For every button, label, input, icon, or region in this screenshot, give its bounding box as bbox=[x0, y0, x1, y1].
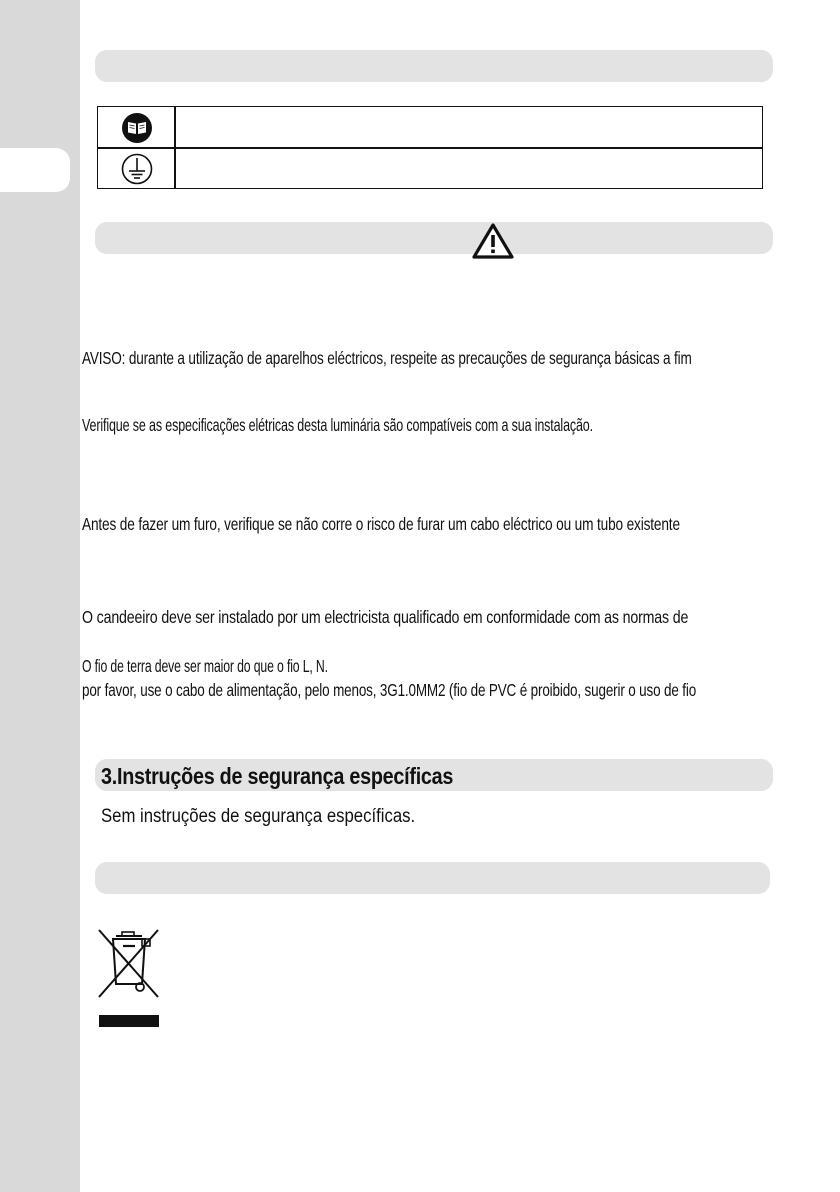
crossed-out-wheelie-bin-icon bbox=[96, 922, 162, 1030]
page-edge-strip bbox=[0, 0, 80, 1192]
section-2-header-bar bbox=[95, 222, 773, 254]
table-row-divider bbox=[98, 147, 762, 149]
earth-wire-paragraph: O fio de terra deve ser maior do que o fio L, N. bbox=[82, 656, 328, 676]
section-3-title: 3.Instruções de segurança específicas bbox=[101, 763, 454, 789]
warning-paragraph: AVISO: durante a utilização de aparelhos eléctricos, respeite as precauções de segurança básicas a fim bbox=[82, 348, 692, 368]
table-row bbox=[98, 148, 174, 188]
installation-paragraph: O candeeiro deve ser instalado por um electricista qualificado em conformidade com as normas de bbox=[82, 607, 689, 627]
section-4-header-bar bbox=[95, 862, 770, 894]
power-cable-paragraph: por favor, use o cabo de alimentação, pelo menos, 3G1.0MM2 (fio de PVC é proibido, sugerir o uso de fio bbox=[82, 680, 697, 700]
table-row bbox=[98, 107, 174, 147]
warning-triangle-icon bbox=[471, 222, 515, 260]
protective-earth-icon bbox=[120, 152, 154, 186]
section-3-body: Sem instruções de segurança específicas. bbox=[101, 806, 416, 827]
read-manual-icon bbox=[120, 111, 154, 145]
electrical-specs-paragraph: Verifique se as especificações elétricas desta luminária são compatíveis com a sua instalação. bbox=[82, 415, 593, 435]
drilling-paragraph: Antes de fazer um furo, verifique se não corre o risco de furar um cabo eléctrico ou um tubo existente bbox=[82, 514, 680, 534]
section-1-header-bar bbox=[95, 50, 773, 82]
symbols-table bbox=[97, 106, 763, 189]
language-tab-marker bbox=[0, 148, 70, 192]
